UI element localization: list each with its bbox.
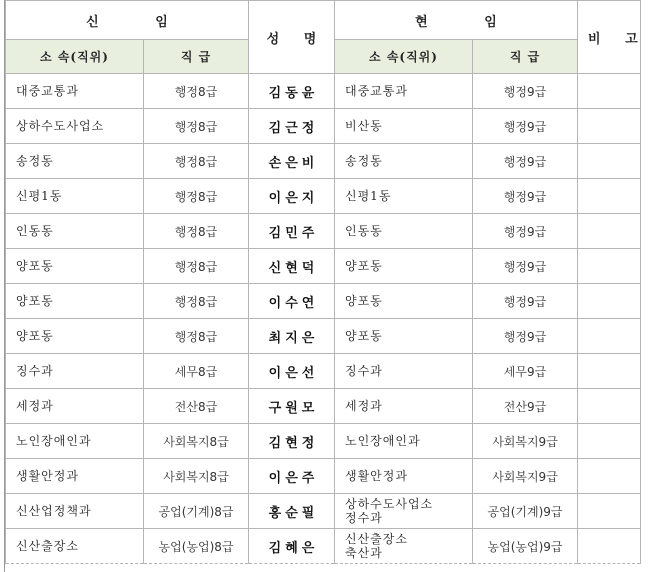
dept-line: 인동동 (345, 224, 383, 238)
current-dept-cell (335, 424, 473, 459)
dept-line: 양포동 (16, 329, 54, 343)
note-cell (578, 319, 641, 354)
note-cell (578, 529, 641, 564)
new-grade-cell: 세무8급 (144, 354, 249, 389)
table-row (6, 494, 641, 529)
employee-name-cell: 김근정 (249, 109, 335, 144)
dept-line: 양포동 (16, 259, 54, 273)
current-grade-cell: 사회복지9급 (473, 459, 578, 494)
dept-line: 양포동 (16, 294, 54, 308)
new-grade-cell: 행정8급 (144, 109, 249, 144)
note-cell (578, 109, 641, 144)
note-header: 비 고 (578, 1, 641, 74)
new-dept-header: 소 속(직위) (6, 40, 144, 74)
dept-line: 노인장애인과 (345, 434, 421, 448)
current-dept-cell (335, 249, 473, 284)
dept-line: 상하수도사업소 (345, 497, 434, 511)
dept-line: 비산동 (345, 119, 383, 133)
table-row (6, 459, 641, 494)
current-grade-cell: 행정9급 (473, 319, 578, 354)
employee-name-cell: 이수연 (249, 284, 335, 319)
new-grade-cell: 행정8급 (144, 249, 249, 284)
employee-name-cell: 손은비 (249, 144, 335, 179)
new-dept-cell (6, 284, 144, 319)
dept-line: 징수과 (16, 364, 54, 378)
note-cell (578, 494, 641, 529)
table-row (6, 249, 641, 284)
table-row (6, 424, 641, 459)
current-grade-cell: 공업(기계)9급 (473, 494, 578, 529)
new-dept-cell (6, 214, 144, 249)
current-dept-cell (335, 494, 473, 529)
current-dept-cell (335, 354, 473, 389)
new-grade-cell: 전산8급 (144, 389, 249, 424)
new-grade-cell: 행정8급 (144, 144, 249, 179)
current-grade-cell: 사회복지9급 (473, 424, 578, 459)
personnel-table (5, 0, 648, 564)
table-row (6, 109, 641, 144)
table-body (6, 74, 641, 564)
employee-name-cell: 이은선 (249, 354, 335, 389)
current-post-header: 현 임 (335, 1, 578, 40)
note-cell (578, 424, 641, 459)
new-post-header: 신 임 (6, 1, 249, 40)
new-dept-cell (6, 319, 144, 354)
new-grade-cell: 사회복지8급 (144, 424, 249, 459)
employee-name-cell: 김민주 (249, 214, 335, 249)
dept-line: 신산출장소 (345, 532, 408, 546)
current-grade-cell: 행정9급 (473, 144, 578, 179)
current-dept-cell (335, 144, 473, 179)
new-grade-cell: 공업(기계)8급 (144, 494, 249, 529)
current-dept-header: 소 속(직위) (335, 40, 473, 74)
dept-line: 대중교통과 (345, 84, 408, 98)
current-dept-cell (335, 179, 473, 214)
new-dept-cell (6, 74, 144, 109)
employee-name-cell: 최지은 (249, 319, 335, 354)
new-grade-cell: 행정8급 (144, 284, 249, 319)
dept-line: 신평1동 (16, 189, 63, 203)
employee-name-cell: 김동윤 (249, 74, 335, 109)
dept-line: 대중교통과 (16, 84, 79, 98)
new-dept-cell (6, 249, 144, 284)
dept-line: 양포동 (345, 294, 383, 308)
dept-line: 징수과 (345, 364, 383, 378)
new-grade-cell: 행정8급 (144, 74, 249, 109)
table-row (6, 214, 641, 249)
employee-name-cell: 신현덕 (249, 249, 335, 284)
table-row (6, 284, 641, 319)
dept-line: 상하수도사업소 (16, 119, 105, 133)
new-dept-cell (6, 109, 144, 144)
dept-line: 정수과 (345, 511, 383, 525)
new-dept-cell (6, 459, 144, 494)
table-row (6, 74, 641, 109)
note-cell (578, 459, 641, 494)
employee-name-cell: 이은지 (249, 179, 335, 214)
current-dept-cell (335, 284, 473, 319)
new-dept-cell (6, 424, 144, 459)
employee-name-cell: 김혜은 (249, 529, 335, 564)
name-header: 성 명 (249, 1, 335, 74)
current-grade-cell: 행정9급 (473, 74, 578, 109)
new-grade-cell: 행정8급 (144, 214, 249, 249)
current-dept-cell (335, 319, 473, 354)
employee-name-cell: 홍순필 (249, 494, 335, 529)
table-row (6, 389, 641, 424)
dept-line: 송정동 (16, 154, 54, 168)
dept-line: 양포동 (345, 259, 383, 273)
table-row (6, 529, 641, 564)
table-row (6, 354, 641, 389)
dept-line: 신평1동 (345, 189, 392, 203)
note-cell (578, 179, 641, 214)
dept-line: 세정과 (16, 399, 54, 413)
current-grade-cell: 농업(농업)9급 (473, 529, 578, 564)
employee-name-cell: 김현정 (249, 424, 335, 459)
table-row (6, 319, 641, 354)
note-cell (578, 74, 641, 109)
new-grade-cell: 사회복지8급 (144, 459, 249, 494)
new-dept-cell (6, 179, 144, 214)
dept-line: 신산출장소 (16, 539, 79, 553)
current-dept-cell (335, 74, 473, 109)
new-grade-cell: 행정8급 (144, 179, 249, 214)
new-dept-cell (6, 389, 144, 424)
current-dept-cell (335, 529, 473, 564)
current-dept-cell (335, 214, 473, 249)
current-grade-cell: 행정9급 (473, 179, 578, 214)
dept-line: 생활안정과 (16, 469, 79, 483)
dept-line: 세정과 (345, 399, 383, 413)
current-grade-cell: 전산9급 (473, 389, 578, 424)
note-cell (578, 389, 641, 424)
note-cell (578, 214, 641, 249)
new-grade-cell: 행정8급 (144, 319, 249, 354)
current-dept-cell (335, 109, 473, 144)
current-grade-cell: 행정9급 (473, 214, 578, 249)
current-dept-cell (335, 389, 473, 424)
new-dept-cell (6, 144, 144, 179)
dept-line: 노인장애인과 (16, 434, 92, 448)
new-dept-cell (6, 494, 144, 529)
current-dept-cell (335, 459, 473, 494)
new-dept-cell (6, 529, 144, 564)
note-cell (578, 284, 641, 319)
employee-name-cell: 이은주 (249, 459, 335, 494)
dept-line: 축산과 (345, 546, 383, 560)
new-grade-header: 직 급 (144, 40, 249, 74)
dept-line: 인동동 (16, 224, 54, 238)
current-grade-cell: 세무9급 (473, 354, 578, 389)
new-dept-cell (6, 354, 144, 389)
employee-name-cell: 구원모 (249, 389, 335, 424)
dept-line: 양포동 (345, 329, 383, 343)
note-cell (578, 144, 641, 179)
current-grade-cell: 행정9급 (473, 284, 578, 319)
new-grade-cell: 농업(농업)8급 (144, 529, 249, 564)
dept-line: 생활안정과 (345, 469, 408, 483)
table-row (6, 144, 641, 179)
current-grade-cell: 행정9급 (473, 109, 578, 144)
note-cell (578, 249, 641, 284)
dept-line: 송정동 (345, 154, 383, 168)
note-cell (578, 354, 641, 389)
current-grade-cell: 행정9급 (473, 249, 578, 284)
dept-line: 신산업정책과 (16, 504, 92, 518)
current-grade-header: 직 급 (473, 40, 578, 74)
table-row (6, 179, 641, 214)
personnel-table-sheet (4, 0, 648, 572)
